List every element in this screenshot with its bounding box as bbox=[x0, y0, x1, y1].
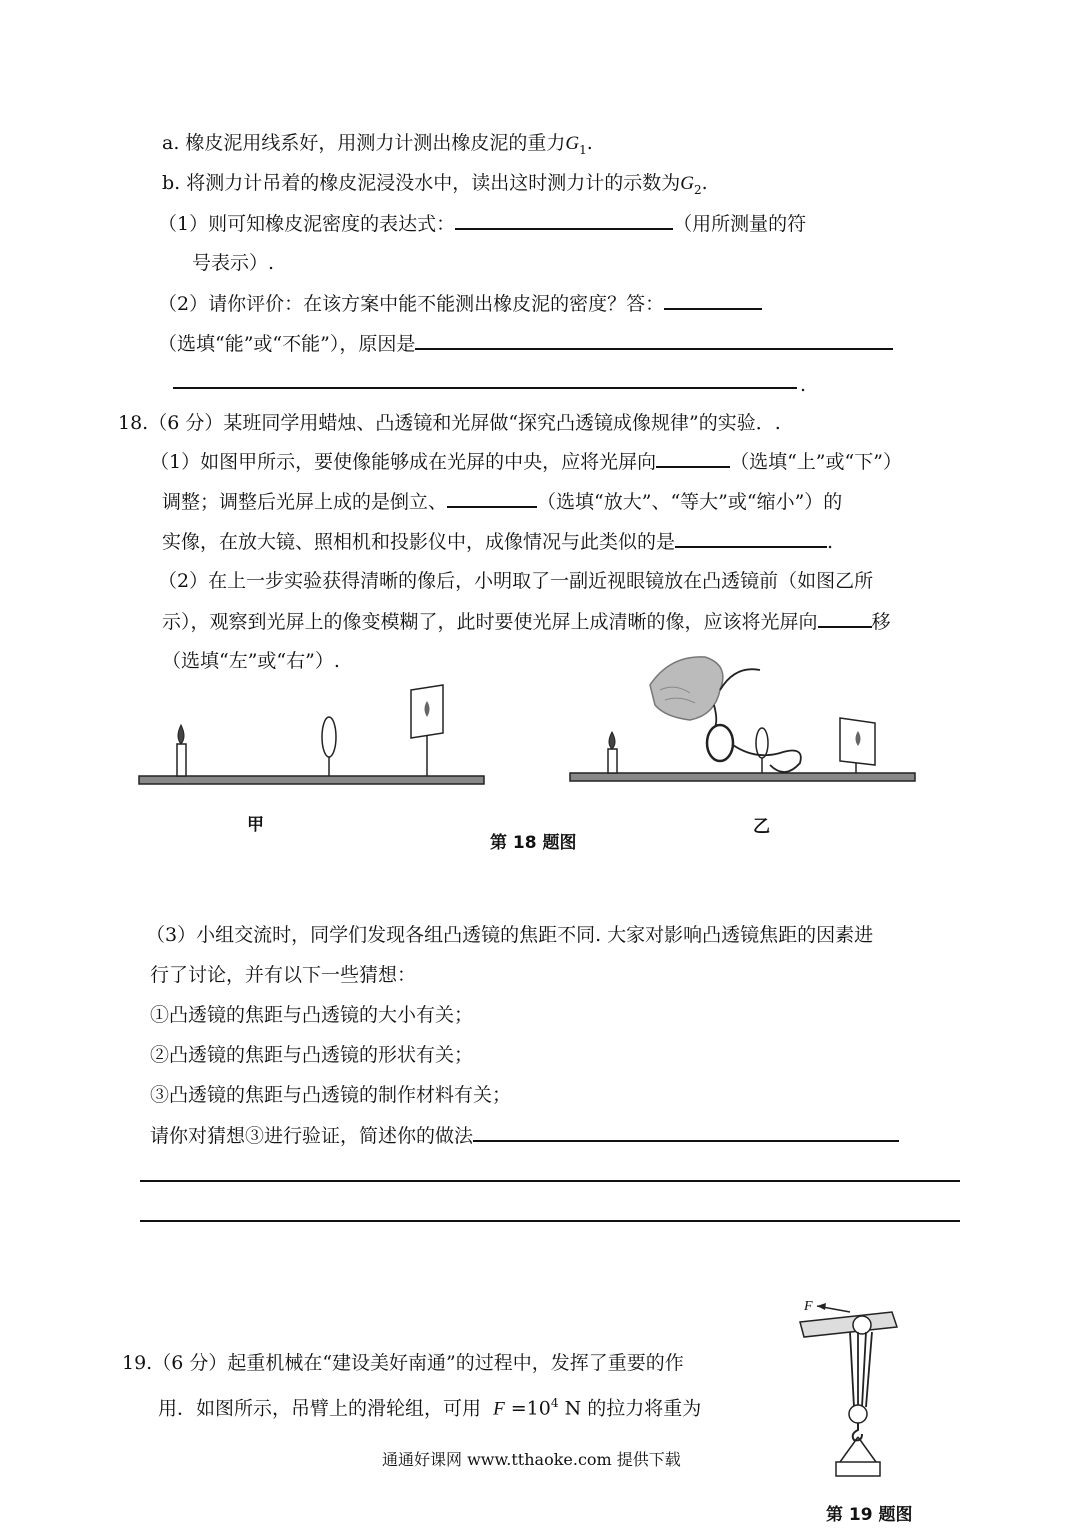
answer-blank-density[interactable] bbox=[455, 210, 673, 230]
figure-19-caption: 第 19 题图 bbox=[826, 1505, 913, 1525]
flame-yi bbox=[609, 732, 615, 749]
figure-label-jia: 甲 bbox=[247, 815, 264, 835]
question-1-cont: 号表示）. bbox=[192, 252, 275, 274]
q18-3-line-b: 行了讨论，并有以下一些猜想： bbox=[150, 964, 417, 986]
step-a-text: a. 橡皮泥用线系好，用测力计测出橡皮泥的重力$G_1$. bbox=[162, 132, 593, 157]
guess-1: ①凸透镜的焦距与凸透镜的大小有关； bbox=[150, 1004, 474, 1026]
figure-18 bbox=[130, 645, 930, 795]
q18-heading: 18.（6 分）某班同学用蜡烛、凸透镜和光屏做“探究凸透镜成像规律”的实验．. bbox=[118, 412, 781, 434]
answer-line-method-3[interactable] bbox=[140, 1220, 960, 1222]
answer-blank-size[interactable] bbox=[447, 488, 537, 508]
figure-jia-apparatus bbox=[139, 685, 484, 784]
q18-1-line-b: 调整；调整后光屏上成的是倒立、 （选填“放大”、“等大”或“缩小”）的 bbox=[162, 488, 842, 515]
heavy-load bbox=[836, 1462, 880, 1476]
q18-2-line-a: （2）在上一步实验获得清晰的像后，小明取了一副近视眼镜放在凸透镜前（如图乙所 bbox=[158, 570, 874, 592]
q18-1-line-c: 实像，在放大镜、照相机和投影仪中，成像情况与此类似的是 . bbox=[162, 528, 833, 555]
q18-3-line-a: （3）小组交流时，同学们发现各组凸透镜的焦距不同. 大家对影响凸透镜焦距的因素进 bbox=[146, 924, 874, 946]
q19-line-a: 19.（6 分）起重机械在“建设美好南通”的过程中，发挥了重要的作 bbox=[122, 1352, 684, 1374]
guess-2: ②凸透镜的焦距与凸透镜的形状有关； bbox=[150, 1044, 474, 1066]
force-label-f: F bbox=[804, 1299, 813, 1314]
figure-label-yi: 乙 bbox=[753, 817, 770, 837]
answer-blank-move[interactable] bbox=[818, 608, 872, 628]
step-b-text: b. 将测力计吊着的橡皮泥浸没水中，读出这时测力计的示数为$G_2$. bbox=[162, 172, 708, 197]
question-2: （2）请你评价：在该方案中能不能测出橡皮泥的密度？答： bbox=[158, 290, 762, 317]
crane-boom bbox=[800, 1312, 897, 1337]
figure-yi-apparatus bbox=[570, 657, 915, 781]
q18-1-line-a: （1）如图甲所示，要使像能够成在光屏的中央，应将光屏向 （选填“上”或“下”） bbox=[150, 448, 902, 475]
verify-prompt: 请你对猜想③进行验证，简述你的做法 bbox=[150, 1122, 899, 1149]
reason-end: . bbox=[800, 374, 807, 396]
figure-19 bbox=[792, 1292, 912, 1482]
question-1: （1）则可知橡皮泥密度的表达式： （用所测量的符 bbox=[158, 210, 806, 237]
hand-holding-glasses bbox=[650, 657, 723, 720]
optical-bench-yi bbox=[570, 773, 915, 781]
convex-lens-jia bbox=[322, 717, 336, 757]
convex-lens-yi bbox=[756, 728, 768, 758]
answer-blank-reason[interactable] bbox=[415, 330, 893, 350]
answer-blank-device[interactable] bbox=[675, 528, 827, 548]
movable-pulley bbox=[849, 1405, 867, 1423]
question-2-cont: （选填“能”或“不能”），原因是 bbox=[158, 330, 893, 357]
answer-line-reason-2[interactable] bbox=[173, 387, 797, 389]
flame-jia bbox=[178, 725, 184, 744]
candle-jia bbox=[177, 744, 186, 776]
candle-yi bbox=[608, 749, 617, 773]
optical-bench-jia bbox=[139, 776, 484, 784]
guess-3: ③凸透镜的焦距与凸透镜的制作材料有关； bbox=[150, 1084, 512, 1106]
answer-blank-method[interactable] bbox=[473, 1122, 899, 1142]
myopia-glasses bbox=[707, 725, 733, 761]
figure-18-caption: 第 18 题图 bbox=[490, 833, 577, 853]
q18-2-line-c: （选填“左”或“右”）. bbox=[162, 650, 340, 672]
fixed-pulley bbox=[853, 1316, 871, 1334]
answer-line-method-2[interactable] bbox=[140, 1180, 960, 1182]
q18-2-line-b: 示），观察到光屏上的像变模糊了，此时要使光屏上成清晰的像，应该将光屏向 移 bbox=[162, 608, 891, 635]
q19-line-b: 用．如图所示，吊臂上的滑轮组，可用 $F =10^4$ N 的拉力将重为 bbox=[158, 1396, 702, 1420]
footer-credit: 通通好课网 www.tthaoke.com 提供下载 bbox=[382, 1450, 681, 1469]
answer-blank-can[interactable] bbox=[664, 290, 762, 310]
answer-blank-direction[interactable] bbox=[656, 448, 730, 468]
